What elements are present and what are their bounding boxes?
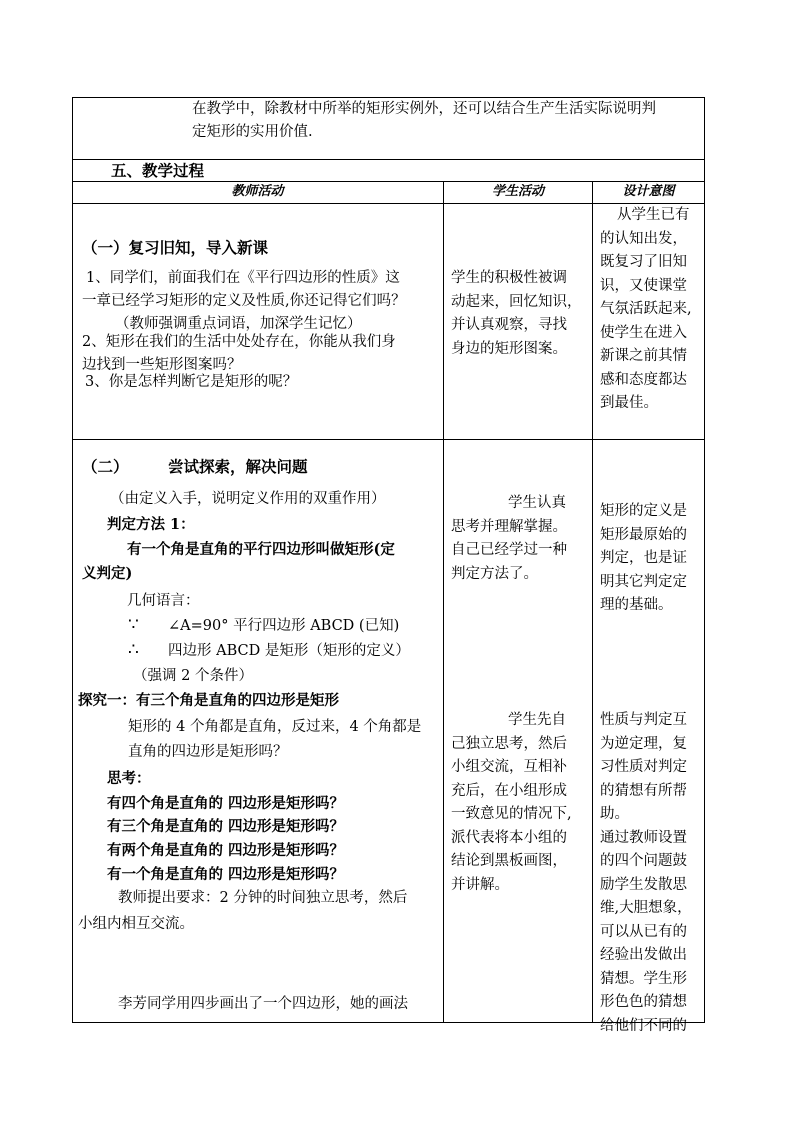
part1-intent-line: 感和态度都达 [600, 371, 687, 388]
part2-intent-line: 为逆定理，复 [600, 735, 687, 752]
part2-note: （由定义入手，说明定义作用的双重作用） [110, 491, 386, 507]
method-1-definition-cont: 义判定) [82, 565, 133, 582]
think-item: 有三个角是直角的 四边形是矩形吗？ [107, 818, 345, 835]
header-student-activity: 学生活动 [491, 184, 544, 199]
part2-student-line: 己独立思考，然后 [451, 735, 567, 752]
part2-design-intent-a [600, 500, 687, 618]
part2-intent-line: 猜想。学生形 [600, 970, 687, 987]
part1-student-line: 并认真观察，寻找 [451, 317, 567, 333]
part2-student-line: 判定方法了。 [451, 565, 538, 582]
part2-intent-line: 性质与判定互 [600, 712, 687, 728]
geometry-language-label: 几何语言： [127, 593, 200, 609]
part1-intent-line: 的认知出发， [600, 230, 687, 247]
part2-intent-line: 给他们不同的 [600, 1017, 687, 1034]
part1-heading: （一）复习旧知，导入新课 [82, 238, 269, 257]
intro-line-2: 定矩形的实用价值. [192, 124, 313, 140]
part1-line: 3、你是怎样判断它是矩形的呢？ [85, 374, 298, 390]
header-design-intent: 设计意图 [622, 184, 675, 199]
table-col-divider-1 [443, 181, 444, 1023]
part2-student-line: 学生认真 [508, 495, 566, 511]
table-rule-part2 [72, 439, 705, 440]
part1-design-intent [600, 204, 692, 416]
part1-intent-line: 新课之前其情 [600, 348, 687, 364]
intro-line-1: 在教学中，除教材中所举的矩形实例外，还可以结合生产生活实际说明判 [192, 101, 656, 117]
part2-student-line: 并讲解。 [451, 876, 509, 893]
explore-title: 探究一：有三个角是直角的四边形是矩形 [78, 692, 339, 709]
because-statement: ∠A=90° 平行四边形 ABCD (已知) [168, 618, 400, 634]
part2-heading-number: （二） [82, 457, 129, 476]
part2-intent-line: 形色色的猜想 [600, 994, 687, 1010]
section-title: 五、教学过程 [111, 161, 205, 180]
part2-intent-line: 维,大胆想象， [600, 900, 692, 916]
part2-intent-line: 明其它判定定 [600, 573, 687, 590]
part2-intent-line: 助。 [600, 806, 629, 822]
part1-student-activity [451, 267, 582, 361]
part1-line: 1、同学们，前面我们在《平行四边形的性质》这 [86, 270, 400, 286]
part2-student-activity-a [451, 492, 567, 586]
teacher-requirement-cont: 小组内相互交流。 [78, 916, 194, 932]
part2-student-line: 结论到黑板画图， [451, 853, 567, 869]
table-border-right [704, 97, 705, 1023]
part2-intent-line: 习性质对判定 [600, 759, 687, 775]
part2-intent-line: 通过教师设置 [600, 829, 687, 846]
part1-student-line: 身边的矩形图案。 [451, 340, 567, 357]
part2-intent-line: 的猜想有所帮 [600, 782, 687, 799]
explore-question: 矩形的 4 个角都是直角，反过来，4 个角都是 [128, 719, 422, 735]
part1-intent-line: 到最佳。 [600, 395, 658, 411]
part1-line: （教师强调重点词语，加深学生记忆） [115, 316, 362, 332]
part2-intent-line: 可以从已有的 [600, 923, 687, 940]
part2-heading-text: 尝试探索，解决问题 [168, 457, 308, 476]
part2-intent-line: 判定，也是证 [600, 550, 687, 566]
part1-intent-line: 识，又使课堂 [600, 277, 687, 294]
emphasis-note: （强调 2 个条件） [133, 668, 253, 684]
explore-question-cont: 直角的四边形是矩形吗？ [128, 744, 288, 760]
part2-student-line: 派代表将本小组的 [451, 829, 567, 846]
part2-design-intent-b [600, 709, 692, 1038]
because-symbol: ∵ [128, 615, 139, 635]
part1-intent-line: 既复习了旧知 [600, 254, 687, 270]
li-fang-drawing-line: 李芳同学用四步画出了一个四边形，她的画法 [118, 996, 408, 1012]
part1-student-line: 动起来，回忆知识， [451, 293, 582, 310]
part1-line: 边找到一些矩形图案吗？ [82, 357, 242, 373]
part2-student-line: 自己已经学过一种 [451, 542, 567, 558]
therefore-symbol: ∴ [128, 640, 139, 660]
part2-student-line: 小组交流，互相补 [451, 759, 567, 775]
part2-intent-line: 理的基础。 [600, 597, 673, 613]
part2-student-activity-b [451, 709, 572, 897]
think-item: 有四个角是直角的 四边形是矩形吗？ [107, 795, 345, 812]
part2-student-line: 一致意见的情况下, [451, 806, 572, 822]
part1-intent-line: 从学生已有 [617, 207, 690, 223]
part1-line: 一章已经学习矩形的定义及性质,你还记得它们吗？ [82, 293, 406, 309]
table-col-divider-2 [592, 181, 593, 1023]
part2-intent-line: 矩形最原始的 [600, 526, 687, 543]
think-item: 有两个角是直角的 四边形是矩形吗？ [107, 842, 345, 859]
part2-intent-line: 的四个问题鼓 [600, 853, 687, 869]
method-1-definition: 有一个角是直角的平行四边形叫做矩形(定 [127, 541, 395, 558]
part1-intent-line: 气氛活跃起来, [600, 301, 692, 317]
part2-student-line: 学生先自 [508, 712, 566, 728]
part1-line: 2、矩形在我们的生活中处处存在，你能从我们身 [82, 334, 396, 350]
part2-student-line: 充后，在小组形成 [451, 782, 567, 799]
part2-intent-line: 矩形的定义是 [600, 503, 687, 519]
part1-intent-line: 使学生在进入 [600, 324, 687, 341]
think-label: 思考： [107, 770, 151, 787]
therefore-statement: 四边形 ABCD 是矩形（矩形的定义） [168, 643, 410, 659]
part2-intent-line: 励学生发散思 [600, 876, 687, 893]
teacher-requirement: 教师提出要求：2 分钟的时间独立思考，然后 [118, 890, 408, 906]
header-teacher-activity: 教师活动 [231, 184, 284, 199]
part2-student-line: 思考并理解掌握。 [451, 518, 567, 535]
part2-intent-line: 经验出发做出 [600, 947, 687, 963]
part1-student-line: 学生的积极性被调 [451, 270, 567, 286]
think-item: 有一个角是直角的 四边形是矩形吗？ [107, 866, 345, 883]
table-border-left [72, 97, 73, 1023]
method-1-label: 判定方法 1： [107, 516, 195, 533]
